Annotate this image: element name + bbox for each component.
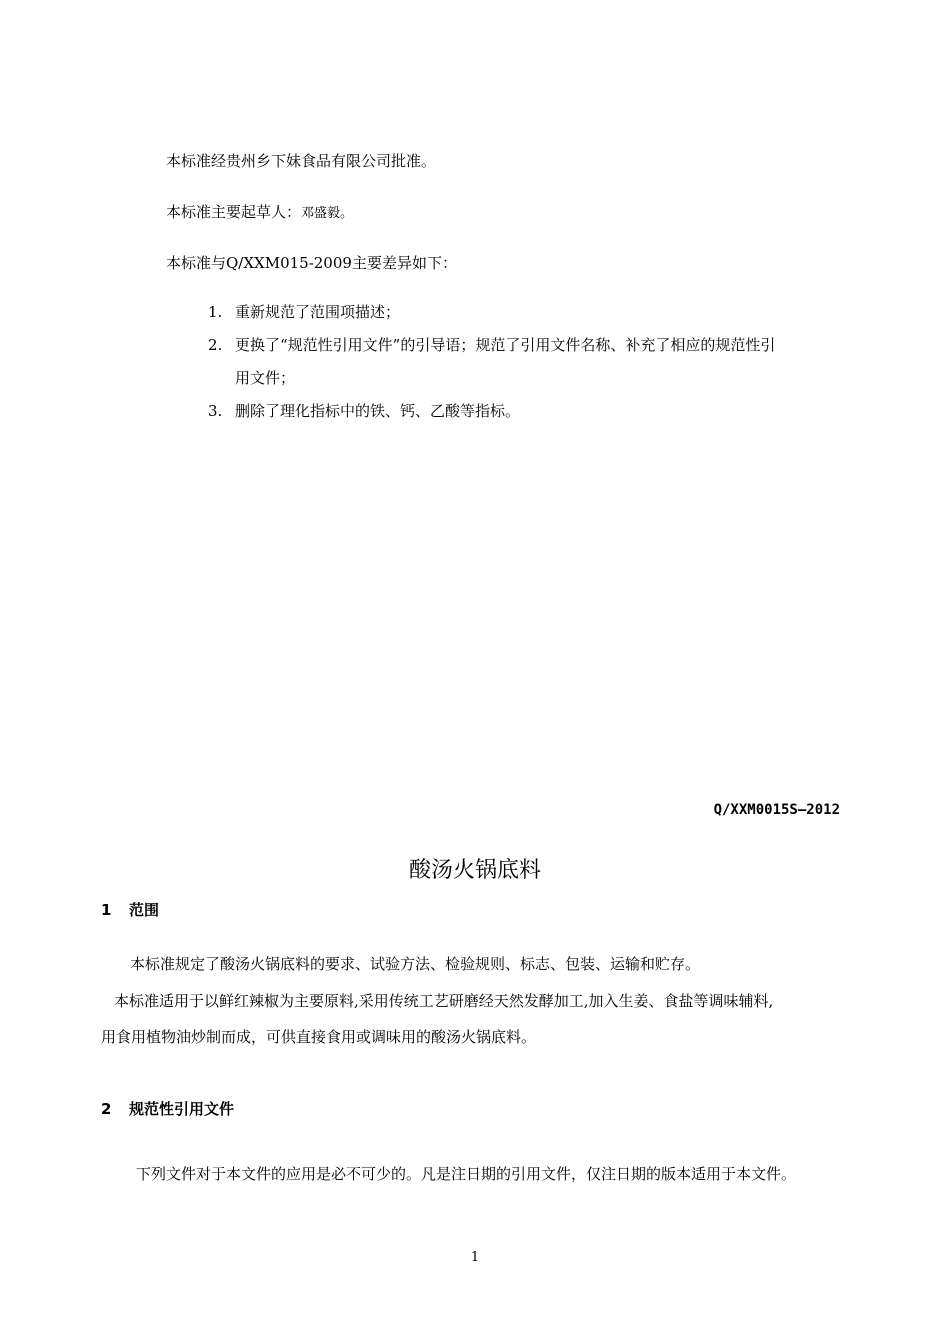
difference-text: 更换了“规范性引用文件”的引导语；规范了引用文件名称、补充了相应的规范性引 — [235, 336, 776, 354]
difference-number: 1. — [208, 303, 223, 321]
section-1-heading: 范围 — [129, 901, 160, 919]
standard-code: Q/XXM0015S—2012 — [713, 802, 840, 818]
drafter-label: 本标准主要起草人： — [166, 203, 302, 221]
document-title: 酸汤火锅底料 — [408, 858, 541, 883]
drafter-name: 邓盛毅。 — [301, 206, 354, 221]
difference-number: 3. — [208, 402, 223, 420]
drafter-line — [166, 202, 353, 224]
page-number: 1 — [470, 1250, 480, 1265]
section-1-paragraph-1: 本标准规定了酸汤火锅底料的要求、试验方法、检验规则、标志、包装、运输和贮存。 — [130, 955, 701, 973]
difference-number: 2. — [208, 336, 223, 354]
section-2-paragraph-1: 下列文件对于本文件的应用是必不可少的。凡是注日期的引用文件，仅注日期的版本适用于本文件。 — [136, 1165, 797, 1183]
section-1-number: 1 — [101, 901, 112, 919]
approval-statement: 本标准经贵州乡下妹食品有限公司批准。 — [166, 152, 437, 170]
section-1-paragraph-2-line-1: 本标准适用于以鲜红辣椒为主要原料,采用传统工艺研磨经天然发酵加工,加入生姜、食盐等调味辅料, — [114, 992, 774, 1010]
differences-intro: 本标准与Q/XXM015-2009主要差异如下： — [166, 254, 457, 272]
section-2-heading: 规范性引用文件 — [129, 1100, 235, 1118]
difference-text-continued: 用文件； — [235, 369, 296, 387]
section-2-number: 2 — [101, 1100, 112, 1118]
difference-text: 删除了理化指标中的铁、钙、乙酸等指标。 — [235, 402, 521, 420]
section-1-paragraph-2-line-2: 用食用植物油炒制而成，可供直接食用或调味用的酸汤火锅底料。 — [101, 1028, 537, 1046]
difference-text: 重新规范了范围项描述； — [235, 303, 401, 321]
